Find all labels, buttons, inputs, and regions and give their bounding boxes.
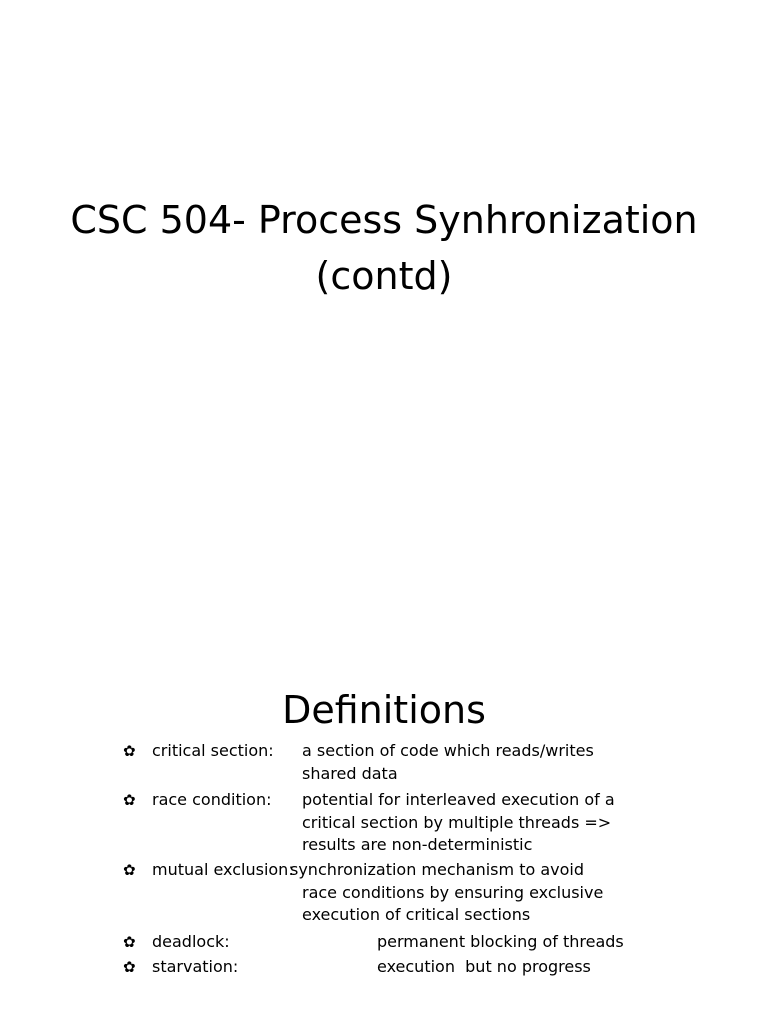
definition-term: mutual exclusion: [152,860,294,879]
slide-title-line-2: (contd) [315,254,453,298]
definitions-heading: Definitions [282,688,486,732]
flower-bullet-icon: ✿ [123,742,136,760]
definition-text-line: synchronization mechanism to avoid [290,860,584,879]
definition-text-line: shared data [302,763,398,783]
flower-bullet-icon: ✿ [123,861,136,879]
definition-text-line: results are non-deterministic [302,835,533,854]
flower-bullet-icon: ✿ [123,933,136,951]
definition-text-line: a section of code which reads/writes [302,741,594,760]
definition-term: race condition: [152,790,272,809]
definition-text-line: permanent blocking of threads [377,932,624,951]
definition-text-line: critical section by multiple threads => [302,812,612,832]
definition-term: starvation: [152,957,239,976]
definition-text-line: potential for interleaved execution of a [302,790,615,809]
definition-term: critical section: [152,741,274,760]
definition-text-line: execution but no progress [377,957,591,976]
definition-text-line: race conditions by ensuring exclusive [302,882,604,902]
flower-bullet-icon: ✿ [123,791,136,809]
flower-bullet-icon: ✿ [123,958,136,976]
slide-title-line-1: CSC 504- Process Synhronization [70,198,698,242]
definition-text-line: execution of critical sections [302,905,531,924]
definition-term: deadlock: [152,932,230,951]
